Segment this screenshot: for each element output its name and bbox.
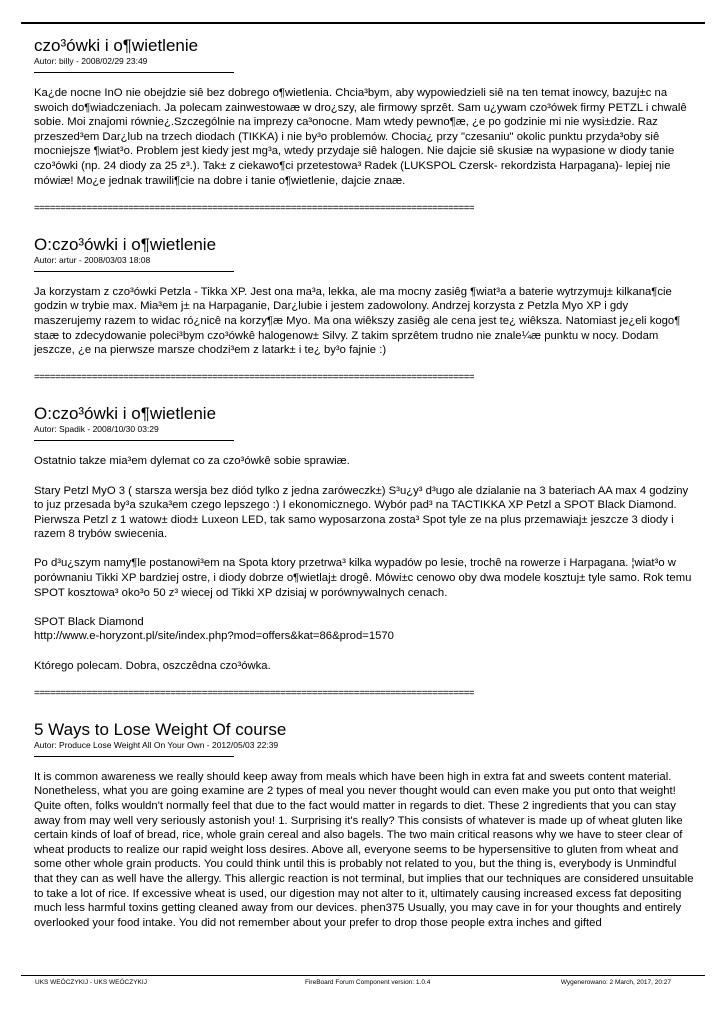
post-title: czo³ówki i o¶wietlenie: [34, 36, 199, 55]
footer-component-version: FireBoard Forum Component version: 1.0.4: [305, 979, 431, 986]
post-author-date: Autor: artur - 2008/03/03 18:08: [34, 254, 151, 265]
post-paragraph-link: SPOT Black Diamond http://www.e-horyzont.pl/site/index.php?mod=offers&kat=86&prod=1570: [34, 615, 394, 643]
meta-divider: [34, 271, 234, 272]
meta-divider: [34, 72, 234, 73]
post-body: [34, 285, 694, 358]
post-title: O:czo³ówki i o¶wietlenie: [34, 234, 217, 254]
forum-post: [34, 720, 694, 931]
post-body: [34, 454, 694, 673]
post-paragraph: It is common awareness we really should keep away from meals which have been high in extra fat and sweets content material. Nonetheless, what you are going examine are 2 types of meal you never thought would can even make you put onto that weight! Quite often, folks wouldn't normally feel that due to the fact would matter in regards to diet. These 2 ingredients that you can stay away from may well very seriously astonish you! 1. Surprising it's really? This consists of whatever is made up of wheat gluten like certain kinds of loaf of bread, rice, whole grain cereal and also bagels. The two main critical reasons why we have to steer clear of wheat products to realize our rapid weight loss desires. Above all, everyone seems to be hypersensitive to gluten from wheat and some other whole grain products. You could think until this is probably not related to you, but the thing is, everybody is Unmindful that they can as well have the allergy. This allergic reaction is not terminal, but implies that our techniques are considered unsuitable to take a lot of rice. If excessive wheat is used, our digestion may not alter to it, ultimately causing increased excess fat depositing much less harmful toxins getting cleaned away from our devices. phen375 Usually, you may cave in for your thoughts and entirely overlooked your food intake. You did not remember about your prefer to drop those people extra inches and gifted: [34, 770, 694, 929]
post-separator: ====================================================================================: [34, 372, 474, 384]
footer-generated-date: Wygenerowano: 2 March, 2017, 20:27: [560, 979, 671, 986]
post-author-date: Autor: Produce Lose Weight All On Your Own - 2012/05/03 22:39: [34, 739, 279, 750]
post-paragraph: Którego polecam. Dobra, oszczêdna czo³ówka.: [34, 659, 271, 672]
post-body: [34, 86, 694, 188]
post-author-date: Autor: Spadik - 2008/10/30 03:29: [34, 424, 159, 435]
post-paragraph: Po d³u¿szym namy¶le postanowi³em na Spota ktory przetrwa³ kilka wypadów po lesie, trochê na rowerze i Harpagana. ¦wiat³o w porównaniu Tikki XP bardziej ostre, i diody dobrze o¶wietlaj± drogê. Mówi±c cenowo oby dwa modele kosztuj± tyle samo. Rok temu SPOT kosztowa³ oko³o 50 z³ wiecej od Tikki XP dzisiaj w porównywalnych cenach.: [34, 557, 692, 599]
forum-post: [34, 404, 694, 700]
post-title: 5 Ways to Lose Weight Of course: [34, 719, 287, 739]
post-separator: ====================================================================================: [34, 202, 474, 214]
post-paragraph: Stary Petzl MyO 3 ( starsza wersja bez diód tylko z jedna zaróweczk±) S³u¿y³ d³ugo ale dzialanie na 3 bateriach AA max 4 godziny to juz przesada by³a szuka³em czego lepszego :) I ekonomicznego. Wybór pad³ na TACTIKKA XP Petzl a SPOT Black Diamond. Pierwsza Petzl z 1 watow± diod± Luxeon LED, tak samo wyposarzona zosta³ Spot tyle ze na plus przemawiaj± jeszcze 3 diody i razem 8 trybów swiecenia.: [34, 484, 689, 541]
top-rule: [21, 22, 705, 24]
post-paragraph: Ja korzystam z czo³ówki Petzla - Tikka XP. Jest ona ma³a, lekka, ale ma mocny zasiêg ¶wiat³a a baterie wytrzymuj± kilkana¶cie godzin w trybie max. Mia³em j± na Harpaganie, Dar¿lubie i jestem zadowolony. Andrzej korzysta z Petzla Myo XP i gdy maszerujemy razem to widac ró¿nicê na korzy¶æ Myo. Ma ona wiêkszy zasiêg ale cena jest te¿ wiêksza. Natomiast je¿eli kogo¶ staæ to zdecydowanie poleci³bym czo³ówkê halogenow± Silvy. Z takim sprzêtem trudno nie znale¼æ punktu w nocy. Dodam jeszcze, ¿e na pierwsze marsze chodzi³em z latark± i te¿ by³o fajnie :): [34, 285, 681, 357]
post-paragraph: Ka¿de nocne InO nie obejdzie siê bez dobrego o¶wietlenia. Chcia³bym, aby wypowiedzieli siê na ten temat inowcy, bazuj±c na swoich do¶wiadczeniach. Ja polecam zainwestowaæ w dro¿szy, ale firmowy sprzêt. Sam u¿ywam czo³ówek firmy PETZL i chwalê sobie. Moi znajomi równie¿.Szczególnie na imprezy ca³onocne. Mam wtedy pewno¶æ, ¿e po godzinie mi nie wysi±dzie. Raz przeszed³em Dar¿lub na trzech diodach (TIKKA) i nie by³o problemów. Chocia¿ przy "czesaniu" okolic punktu przyda³oby siê mocniejsze ¶wiat³o. Problem jest kiedy jest mg³a, wtedy przydaje siê halogen. Nie dajcie siê skusiæ na wypasione w diody tanie czo³ówki (np. 24 diody za 25 z³.). Tak± z ciekawo¶ci przetestowa³ Radek (LUKSPOL Czersk- rekordzista Harpagana)- lepiej nie mówiæ! Mo¿e jednak trawili¶cie na dobre i tanie o¶wietlenie, dajcie znaæ.: [34, 87, 687, 187]
post-separator: ====================================================================================: [34, 687, 474, 699]
post-body: [34, 770, 694, 931]
page-footer: [21, 975, 705, 986]
footer-site-name: UKS WEÓCZYKIJ - UKS WEÓCZYKIJ: [35, 979, 147, 986]
post-title: O:czo³ówki i o¶wietlenie: [34, 404, 217, 424]
meta-divider: [34, 440, 234, 441]
document-content: [34, 36, 694, 945]
post-author-date: Autor: billy - 2008/02/29 23:49: [34, 56, 148, 66]
forum-post: [34, 36, 694, 215]
forum-post: [34, 235, 694, 385]
post-paragraph: Ostatnio takze mia³em dylemat co za czo³ówkê sobie sprawiæ.: [34, 455, 350, 468]
meta-divider: [34, 756, 234, 757]
